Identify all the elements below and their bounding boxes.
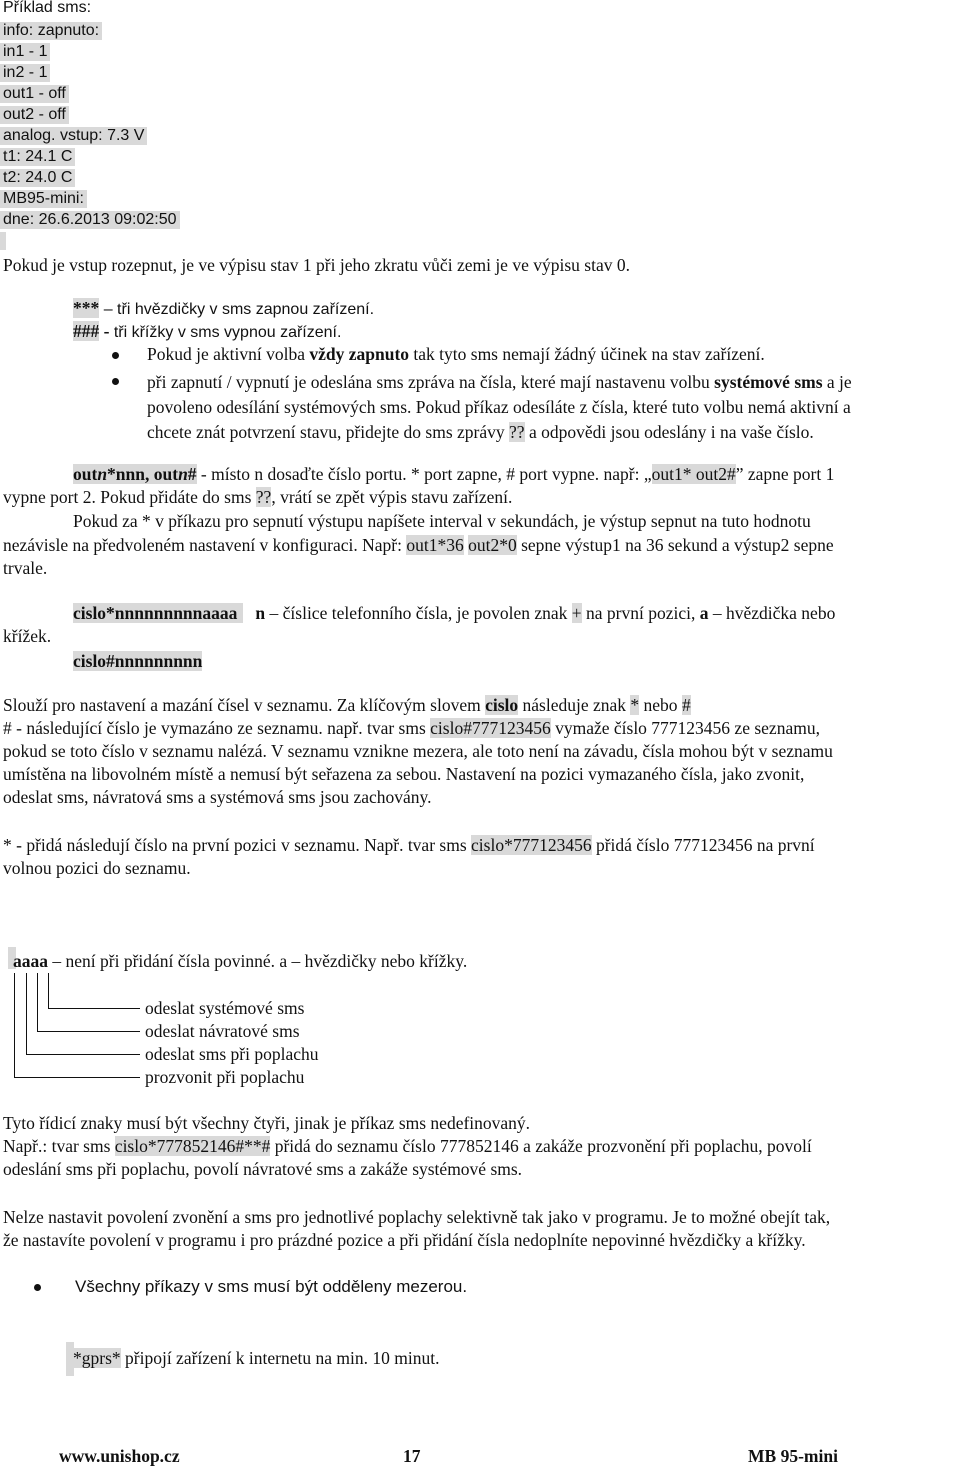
sms-line: in2 - 1 [0, 64, 50, 82]
tree-line [48, 1008, 140, 1009]
cislo-wrap: křížek. [3, 626, 52, 646]
aaaa-item: odeslat návratové sms [145, 1021, 300, 1041]
outn-line-4: nezávisle na předvoleném nastavení v konfiguraci. Např: out1*36 out2*0 sepne výstup1 na 36 sekund a výstup2 sepne [3, 535, 834, 555]
stars-code: *** [73, 298, 100, 318]
cislo-line-2 [73, 651, 202, 672]
cislo-add-command: cislo*nnnnnnnnnaaaa [73, 603, 243, 623]
outn-line-3: Pokud za * v příkazu pro sepnutí výstupu napíšete interval v sekundách, je výstup sepnut na tuto hodnotu [73, 511, 811, 531]
footer-url: www.unishop.cz [59, 1446, 180, 1466]
tree-line [37, 1031, 140, 1032]
footer-product: MB 95-mini [748, 1446, 838, 1466]
bullet-icon [112, 352, 119, 359]
tree-line [26, 973, 27, 1055]
ridici-paragraph: Tyto řídicí znaky musí být všechny čtyři, jinak je příkaz sms nedefinovaný. Např.: tvar sms cislo*777852146#**# přidá do seznamu číslo 777852146 a zakáže prozvonění při poplachu, povolí odeslání sms při poplachu, povolí návratové sms a zakáže systémové sms. [3, 1113, 812, 1179]
cislo-line-1: cislo*nnnnnnnnnaaaa n – číslice telefonního čísla, je povolen znak + na první pozici, a – hvězdička nebo [73, 603, 836, 623]
bullet-2: při zapnutí / vypnutí je odeslána sms zpráva na čísla, které mají nastavenu volbu systémové sms a je povoleno odesílání systémových sms. Pokud příkaz odesíláte z čísla, které tuto volbu nemá aktivní a chcete znát potvrzení stavu, přidejte do sms zprávy ?? a odpovědi jsou odeslány i na vaše číslo. [147, 372, 852, 442]
hashes-text: tři křížky v sms vypnou zařízení. [113, 324, 342, 341]
aaaa-item: prozvonit při poplachu [145, 1067, 305, 1087]
gprs-line: *gprs* připojí zařízení k internetu na min. 10 minut. [73, 1348, 440, 1368]
sms-line: out1 - off [0, 85, 69, 103]
sms-line: MB95-mini: [0, 190, 87, 208]
outn-line-5: trvale. [3, 558, 48, 578]
footer-page-number: 17 [403, 1446, 421, 1466]
outn-line-1: outn*nnn, outn# - místo n dosaďte číslo portu. * port zapne, # port vypne. např: „out1* out2#” zapne port 1 [73, 464, 835, 484]
aaaa-line: aaaa – není při přidání čísla povinné. a – hvězdičky nebo křížky. [13, 951, 468, 971]
sms-line: dne: 26.6.2013 09:02:50 [0, 211, 180, 229]
cislo-delete-command: cislo#nnnnnnnnn [73, 651, 203, 671]
vsechny-line: Všechny příkazy v sms musí být odděleny mezerou. [75, 1277, 468, 1296]
sms-line: t1: 24.1 C [0, 148, 75, 166]
sms-line: in1 - 1 [0, 43, 50, 61]
hashes-code: ### [73, 321, 100, 341]
tree-line [26, 1054, 140, 1055]
sms-example-title: Příklad sms: [3, 0, 92, 16]
star-add-paragraph: * - přidá následují číslo na první pozici v seznamu. Např. tvar sms cislo*777123456 přidá číslo 777123456 na první volnou pozici do seznamu. [3, 835, 815, 878]
slouzi-paragraph: Slouží pro nastavení a mazání čísel v seznamu. Za klíčovým slovem cislo následuje znak * nebo # # - následující číslo je vymazáno ze seznamu. např. tvar sms cislo#777123456 vymaže číslo 777123456 ze seznamu, pokud se toto číslo v seznamu nalézá. V seznamu vznikne mezera, ale toto není na závadu, čísla mohou být v seznamu umístěna na libovolném místě a nemusí být seřazena za sebou. Nastavení na pozici vymazaného čísla, jako zvonit, odeslat sms, návratová sms a systémová sms jsou zachovány. [3, 695, 833, 807]
bullet-icon [112, 378, 119, 385]
sms-empty-line [0, 232, 6, 250]
aaaa-item: odeslat systémové sms [145, 998, 305, 1018]
gprs-code: *gprs* [73, 1348, 121, 1368]
tree-line [37, 973, 38, 1032]
bullet-icon [34, 1284, 41, 1291]
bullet-1: Pokud je aktivní volba vždy zapnuto tak tyto sms nemají žádný účinek na stav zařízení. [147, 344, 765, 364]
stars-line [73, 298, 374, 319]
sms-line: info: zapnuto: [0, 22, 102, 40]
outn-code: outn*nnn, outn# [73, 464, 197, 484]
outn-line-2: vypne port 2. Pokud přidáte do sms ??, vrátí se zpět výpis stavu zařízení. [3, 487, 513, 507]
tree-line [14, 1077, 140, 1078]
aaaa-item: odeslat sms při poplachu [145, 1044, 319, 1064]
sms-line: t2: 24.0 C [0, 169, 75, 187]
stars-text: – tři hvězdičky v sms zapnou zařízení. [99, 301, 375, 318]
sms-line: out2 - off [0, 106, 69, 124]
hashes-line: ### - tři křížky v sms vypnou zařízení. [73, 321, 342, 341]
nelze-paragraph: Nelze nastavit povolení zvonění a sms pro jednotlivé poplachy selektivně tak jako v programu. Je to možné obejít tak, že nastavíte povolení v programu i pro prázdné pozice a při přidání čísla nedoplníte nepovinné hvězdičky a křížky. [3, 1207, 831, 1250]
tree-line [14, 973, 15, 1078]
intro-text: Pokud je vstup rozepnut, je ve výpisu stav 1 při jeho zkratu vůči zemi je ve výpisu stav 0. [3, 255, 630, 275]
tree-line [48, 973, 49, 1009]
sms-line: analog. vstup: 7.3 V [0, 127, 147, 145]
